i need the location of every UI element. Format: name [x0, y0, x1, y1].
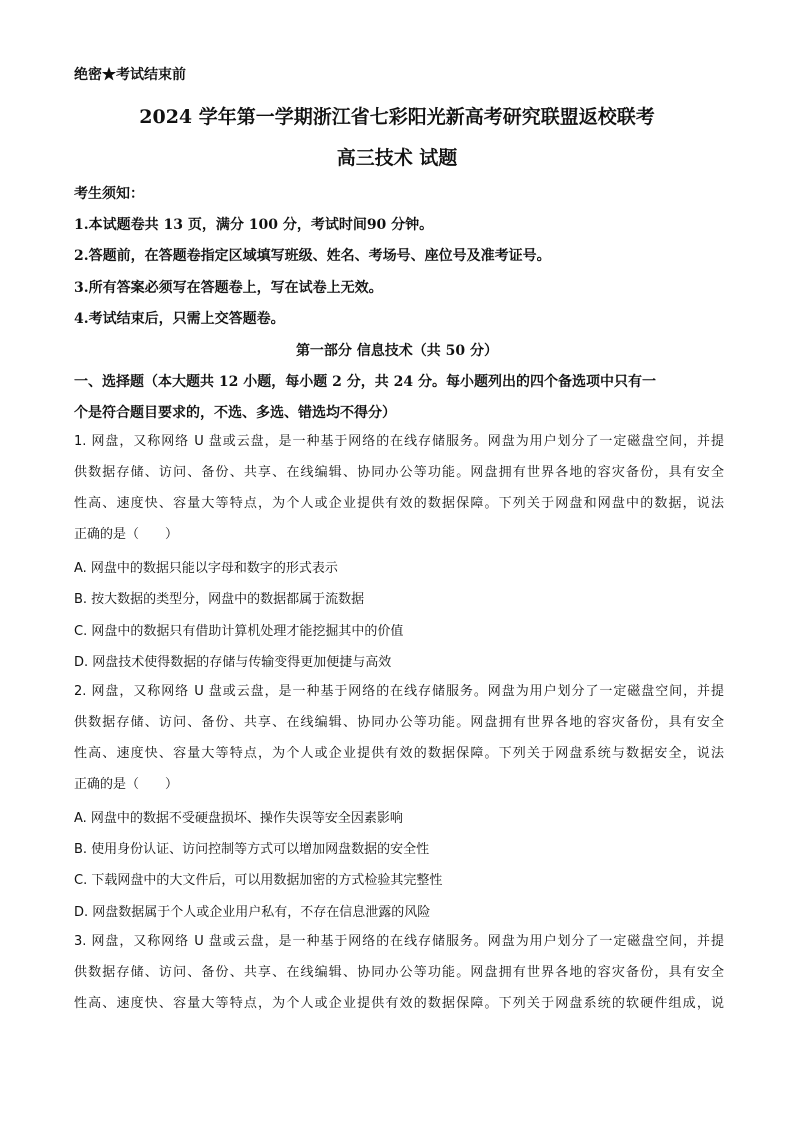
part-title: 第一部分 信息技术（共 50 分） [295, 343, 499, 359]
question-line: 供数据存储、访问、备份、共享、在线编辑、协同办公等功能。网盘拥有世界各地的容灾备份，具有安全 [74, 965, 724, 980]
notice-item-2: 2.答题前，在答题卷指定区域填写班级、姓名、考场号、座位号及准考证号。 [74, 248, 551, 264]
exam-subtitle: 高三技术 试题 [336, 147, 458, 169]
question-1-option-b: B. 按大数据的类型分，网盘中的数据都属于流数据 [74, 592, 365, 607]
question-2-option-d: D. 网盘数据属于个人或企业用户私有，不存在信息泄露的风险 [74, 905, 431, 920]
question-line: 正确的是（ ） [74, 527, 179, 542]
section-heading-line-2: 个是符合题目要求的，不选、多选、错选均不得分） [74, 405, 396, 421]
question-2-option-a: A. 网盘中的数据不受硬盘损坏、操作失误等安全因素影响 [74, 811, 403, 826]
notice-item-4: 4.考试结束后，只需上交答题卷。 [74, 311, 285, 327]
question-line: 性高、速度快、容量大等特点，为个人或企业提供有效的数据保障。下列关于网盘和网盘中的数据，说法 [74, 496, 724, 511]
question-3-stem [74, 926, 724, 1019]
confidential-label: 绝密★考试结束前 [74, 67, 186, 83]
question-line: 3. 网盘，又称网络 U 盘或云盘，是一种基于网络的在线存储服务。网盘为用户划分了一定磁盘空间，并提 [74, 934, 724, 949]
question-2-option-c: C. 下载网盘中的大文件后，可以用数据加密的方式检验其完整性 [74, 873, 443, 888]
question-line: 供数据存储、访问、备份、共享、在线编辑、协同办公等功能。网盘拥有世界各地的容灾备份，具有安全 [74, 465, 724, 480]
question-2-stem [74, 676, 724, 800]
question-line: 供数据存储、访问、备份、共享、在线编辑、协同办公等功能。网盘拥有世界各地的容灾备份，具有安全 [74, 715, 724, 730]
question-line: 性高、速度快、容量大等特点，为个人或企业提供有效的数据保障。下列关于网盘系统与数据安全，说法 [74, 746, 724, 761]
question-1-stem [74, 426, 724, 550]
notice-heading: 考生须知： [74, 186, 144, 202]
question-1-option-d: D. 网盘技术使得数据的存储与传输变得更加便捷与高效 [74, 655, 392, 670]
question-line: 性高、速度快、容量大等特点，为个人或企业提供有效的数据保障。下列关于网盘系统的软硬件组成，说 [74, 996, 724, 1011]
question-1-option-a: A. 网盘中的数据只能以字母和数字的形式表示 [74, 561, 338, 576]
notice-item-1: 1.本试题卷共 13 页，满分 100 分，考试时间90 分钟。 [74, 217, 434, 233]
question-1-option-c: C. 网盘中的数据只有借助计算机处理才能挖掘其中的价值 [74, 624, 404, 639]
notice-item-3: 3.所有答案必须写在答题卷上，写在试卷上无效。 [74, 280, 383, 296]
question-line: 2. 网盘，又称网络 U 盘或云盘，是一种基于网络的在线存储服务。网盘为用户划分了一定磁盘空间，并提 [74, 684, 724, 699]
question-2-option-b: B. 使用身份认证、访问控制等方式可以增加网盘数据的安全性 [74, 842, 430, 857]
section-heading-line-1: 一、选择题（本大题共 12 小题，每小题 2 分，共 24 分。每小题列出的四个备选项中只有一 [74, 374, 656, 390]
exam-title: 2024 学年第一学期浙江省七彩阳光新高考研究联盟返校联考 [139, 106, 655, 128]
question-line: 正确的是（ ） [74, 777, 179, 792]
question-line: 1. 网盘，又称网络 U 盘或云盘，是一种基于网络的在线存储服务。网盘为用户划分了一定磁盘空间，并提 [74, 434, 724, 449]
